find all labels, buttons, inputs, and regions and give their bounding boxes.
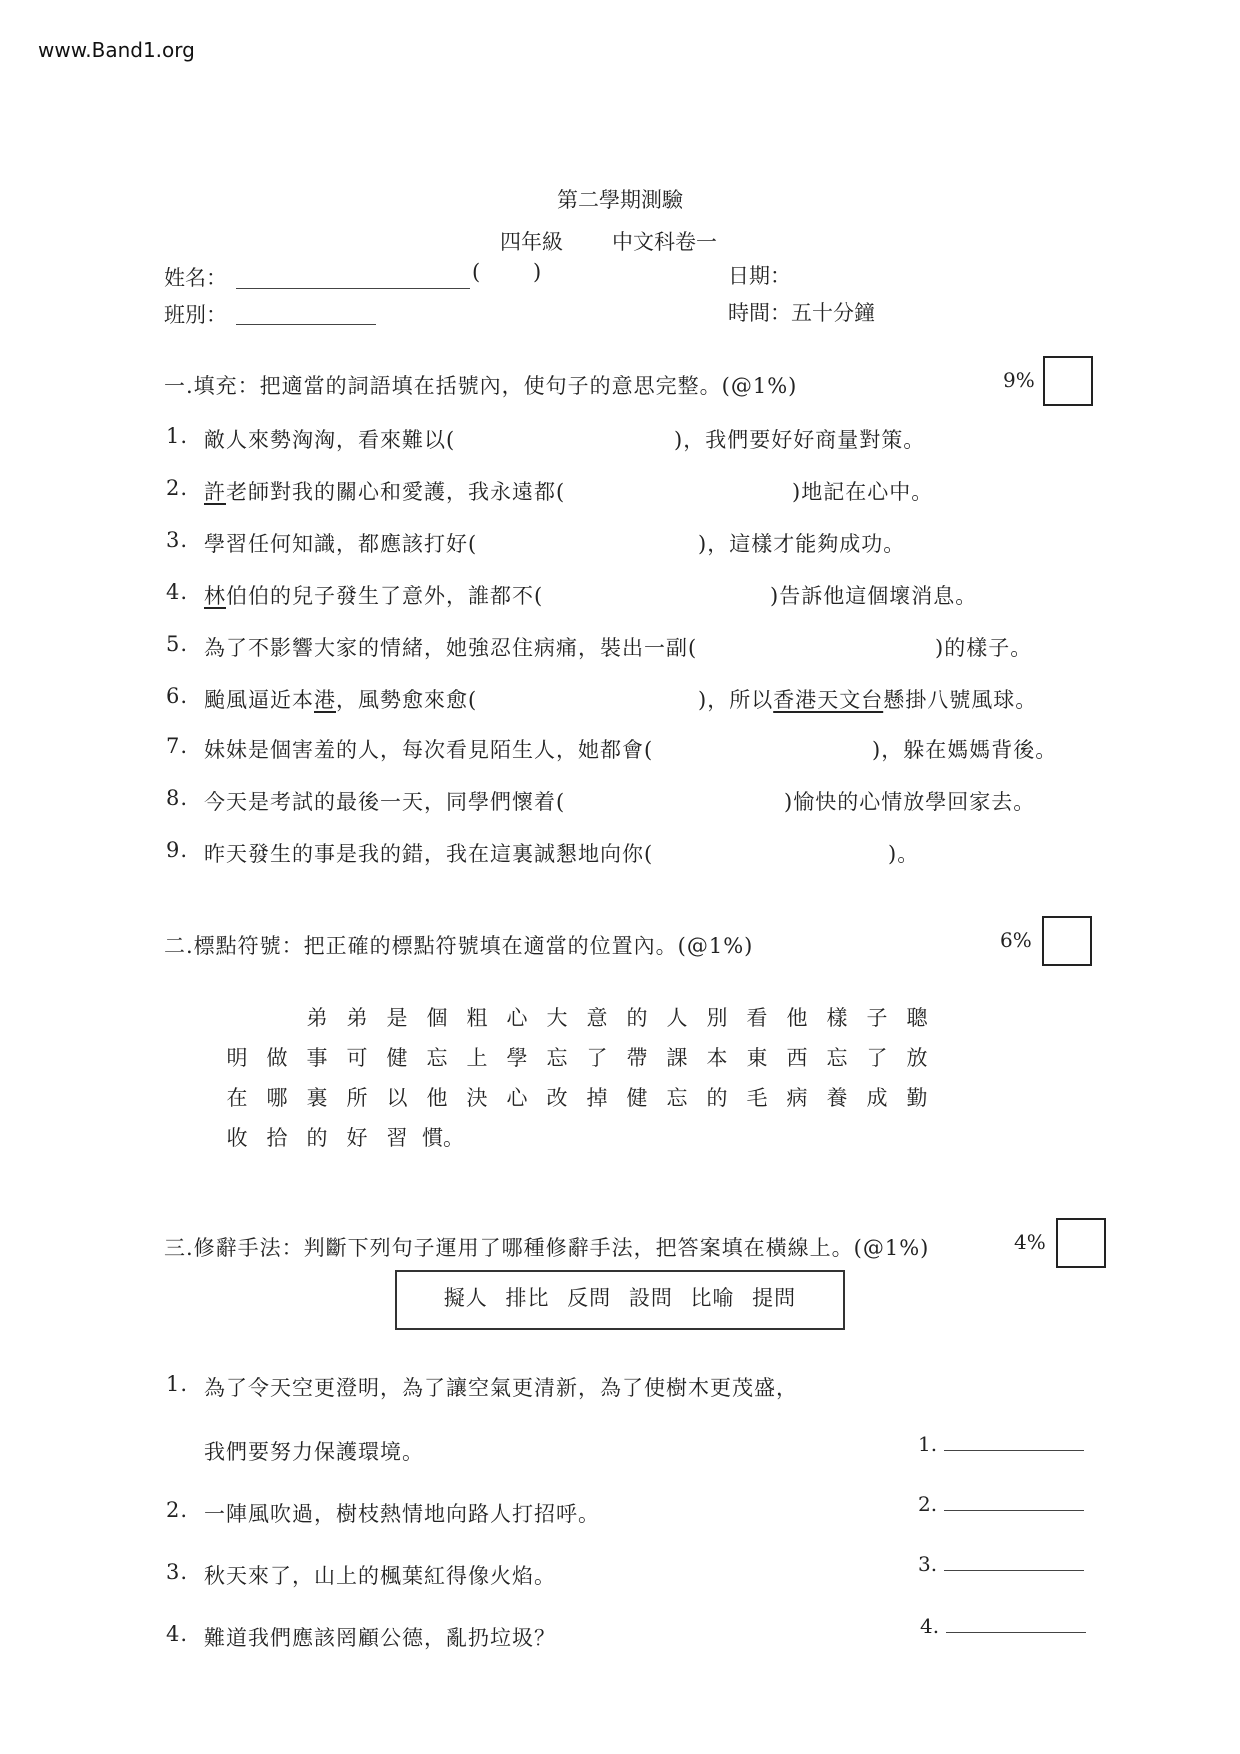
s3-ans2-num: 2. — [918, 1492, 938, 1516]
s3-ans2-line[interactable] — [944, 1510, 1084, 1511]
char: 聰 — [906, 1006, 928, 1030]
s3-ans3-line[interactable] — [944, 1570, 1084, 1571]
char: 明 — [226, 1046, 248, 1070]
s1-q6-place: 港 — [314, 688, 336, 712]
s1-q5-after: )的樣子。 — [935, 636, 1033, 660]
char: 大 — [546, 1006, 568, 1030]
s1-q2-num: 2. — [166, 476, 189, 500]
s1-q6-after — [698, 684, 1037, 714]
char: 學 — [506, 1046, 528, 1070]
char: 的 — [626, 1006, 648, 1030]
s1-q6-pre: 颱風逼近本 — [204, 688, 314, 712]
char: 人 — [666, 1006, 688, 1030]
s1-q9-before: 昨天發生的事是我的錯，我在這裏誠懇地向你( — [204, 842, 654, 866]
char: 在 — [226, 1086, 248, 1110]
char: 忘 — [546, 1046, 568, 1070]
class-field[interactable] — [236, 304, 376, 325]
s1-q6-after-a: )，所以 — [698, 688, 774, 712]
char: 健 — [386, 1046, 408, 1070]
char: 他 — [426, 1086, 448, 1110]
s1-q3-after: )，這樣才能夠成功。 — [698, 532, 906, 556]
char: 勤 — [906, 1086, 928, 1110]
section1-heading: 一.填充：把適當的詞語填在括號內，使句子的意思完整。(@1%) — [164, 374, 798, 398]
section2-score-box[interactable] — [1042, 916, 1092, 966]
char: 收 — [226, 1126, 248, 1150]
char: 慣。 — [422, 1126, 464, 1150]
s3-q3-line1: 秋天來了，山上的楓葉紅得像火焰。 — [204, 1564, 556, 1588]
section2-heading: 二.標點符號：把正確的標點符號填在適當的位置內。(@1%) — [164, 934, 754, 958]
time-label: 時間：五十分鐘 — [728, 301, 875, 325]
s1-q5-num: 5. — [166, 632, 189, 656]
s3-q1-line1: 為了令天空更澄明，為了讓空氣更清新，為了使樹木更茂盛， — [204, 1376, 798, 1400]
char: 意 — [586, 1006, 608, 1030]
date-label: 日期： — [728, 264, 791, 288]
rhetoric-options: 擬人 排比 反問 設問 比喻 提問 — [443, 1286, 797, 1310]
char: 掉 — [586, 1086, 608, 1110]
s3-q2-num: 2. — [166, 1498, 189, 1522]
char: 樣 — [826, 1006, 848, 1030]
s1-q1-num: 1. — [166, 424, 189, 448]
s3-ans1-line[interactable] — [944, 1450, 1084, 1451]
s1-q4-num: 4. — [166, 580, 189, 604]
char: 看 — [746, 1006, 768, 1030]
grade-label: 四年級 — [500, 230, 563, 254]
char: 決 — [466, 1086, 488, 1110]
s1-q6-before: ，風勢愈來愈( — [336, 688, 478, 712]
section2-score: 6% — [1000, 928, 1032, 952]
char: 西 — [786, 1046, 808, 1070]
name-label: 姓名： — [164, 266, 227, 290]
s1-q9-num: 9. — [166, 838, 189, 862]
char: 以 — [386, 1086, 408, 1110]
s1-q6-after-b: 懸掛八號風球。 — [883, 688, 1038, 712]
s1-q8-after: )愉快的心情放學回家去。 — [784, 790, 1036, 814]
char: 弟 — [306, 1006, 328, 1030]
s1-q3-num: 3. — [166, 528, 189, 552]
subject-label: 中文科卷一 — [612, 230, 717, 254]
s1-q7-num: 7. — [166, 734, 189, 758]
s1-q8-before: 今天是考試的最後一天，同學們懷着( — [204, 790, 566, 814]
s1-q7-after: )，躲在媽媽背後。 — [872, 738, 1058, 762]
s1-q4-proper-name: 林 — [204, 584, 226, 608]
char: 做 — [266, 1046, 288, 1070]
s1-q4-after: )告訴他這個壞消息。 — [770, 584, 978, 608]
s3-q3-num: 3. — [166, 1560, 189, 1584]
section3-score-box[interactable] — [1056, 1218, 1106, 1268]
char: 課 — [666, 1046, 688, 1070]
char: 改 — [546, 1086, 568, 1110]
name-field[interactable] — [236, 268, 470, 289]
char: 粗 — [466, 1006, 488, 1030]
s3-q1-num: 1. — [166, 1372, 189, 1396]
char: 的 — [306, 1126, 328, 1150]
char: 忘 — [666, 1086, 688, 1110]
s3-ans4-num: 4. — [920, 1614, 940, 1638]
exam-title: 第二學期測驗 — [557, 188, 683, 212]
char: 拾 — [266, 1126, 288, 1150]
s3-ans4-line[interactable] — [946, 1632, 1086, 1633]
section3-heading: 三.修辭手法：判斷下列句子運用了哪種修辭手法，把答案填在橫線上。(@1%) — [164, 1236, 930, 1260]
char: 了 — [866, 1046, 888, 1070]
char: 個 — [426, 1006, 448, 1030]
char: 弟 — [346, 1006, 368, 1030]
section3-score: 4% — [1014, 1230, 1046, 1254]
char: 上 — [466, 1046, 488, 1070]
char: 心 — [506, 1006, 528, 1030]
char: 健 — [626, 1086, 648, 1110]
s1-q6-org: 香港天文台 — [773, 688, 884, 712]
rhetoric-options-box — [395, 1270, 845, 1330]
s1-q1-after: )，我們要好好商量對策。 — [674, 428, 926, 452]
char: 習 — [386, 1126, 408, 1150]
seat-paren-left: ( — [472, 260, 481, 284]
s3-q4-num: 4. — [166, 1622, 189, 1646]
char: 事 — [306, 1046, 328, 1070]
char: 成 — [866, 1086, 888, 1110]
char: 了 — [586, 1046, 608, 1070]
char: 帶 — [626, 1046, 648, 1070]
char: 可 — [346, 1046, 368, 1070]
char: 心 — [506, 1086, 528, 1110]
s3-ans3-num: 3. — [918, 1552, 938, 1576]
s1-q9-after: )。 — [888, 842, 920, 866]
s1-q2-after: )地記在心中。 — [792, 480, 934, 504]
site-url: www.Band1.org — [38, 38, 195, 62]
s1-q5-before: 為了不影響大家的情緒，她強忍住病痛，裝出一副( — [204, 636, 698, 660]
section1-score-box[interactable] — [1043, 356, 1093, 406]
char: 好 — [346, 1126, 368, 1150]
s1-q4-before: 伯伯的兒子發生了意外，誰都不( — [226, 584, 544, 608]
char: 本 — [706, 1046, 728, 1070]
char: 他 — [786, 1006, 808, 1030]
char: 毛 — [746, 1086, 768, 1110]
s1-q4-text — [204, 580, 543, 610]
char: 養 — [826, 1086, 848, 1110]
char: 子 — [866, 1006, 888, 1030]
s1-q2-text — [204, 476, 565, 506]
s1-q8-num: 8. — [166, 786, 189, 810]
s1-q1-before: 敵人來勢洶洶，看來難以( — [204, 428, 456, 452]
s3-q1-line2: 我們要努力保護環境。 — [204, 1440, 424, 1464]
class-label: 班別： — [164, 303, 227, 327]
s1-q2-before: 老師對我的關心和愛護，我永遠都( — [226, 480, 566, 504]
char: 別 — [706, 1006, 728, 1030]
char: 是 — [386, 1006, 408, 1030]
char: 的 — [706, 1086, 728, 1110]
s3-q4-line1: 難道我們應該罔顧公德，亂扔垃圾？ — [204, 1626, 556, 1650]
s1-q2-proper-name: 許 — [204, 480, 226, 504]
char: 所 — [346, 1086, 368, 1110]
s1-q7-before: 妹妹是個害羞的人，每次看見陌生人，她都會( — [204, 738, 654, 762]
char: 哪 — [266, 1086, 288, 1110]
s3-ans1-num: 1. — [918, 1432, 938, 1456]
s1-q3-before: 學習任何知識，都應該打好( — [204, 532, 478, 556]
char: 放 — [906, 1046, 928, 1070]
char: 忘 — [426, 1046, 448, 1070]
section1-score: 9% — [1003, 368, 1035, 392]
char: 忘 — [826, 1046, 848, 1070]
seat-paren-right: ) — [533, 260, 542, 284]
char: 裏 — [306, 1086, 328, 1110]
s1-q6-text — [204, 684, 477, 714]
char: 病 — [786, 1086, 808, 1110]
s3-q2-line1: 一陣風吹過，樹枝熱情地向路人打招呼。 — [204, 1502, 600, 1526]
s1-q6-num: 6. — [166, 684, 189, 708]
char: 東 — [746, 1046, 768, 1070]
